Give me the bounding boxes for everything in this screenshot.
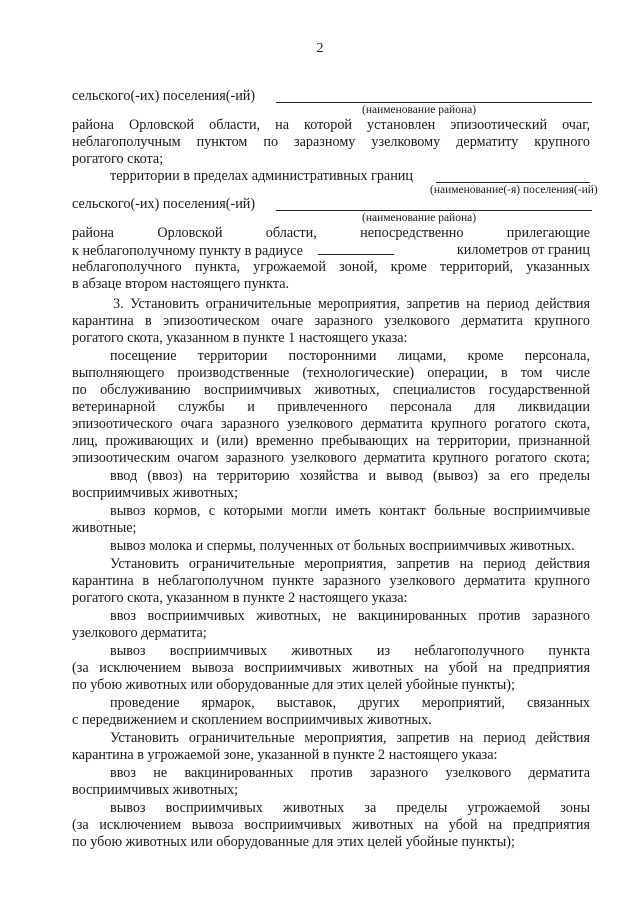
- text-line: узелкового дерматита;: [72, 625, 207, 641]
- text-line: карантина в неблагополучном пункте заразного узелкового дерматита крупного: [72, 573, 590, 589]
- text-line: восприимчивых животных;: [72, 782, 239, 798]
- text-line: по убою животных или оборудованные для этих целей убойные пункты);: [72, 834, 515, 850]
- text-line: вывоз восприимчивых животных из неблагополучного пункта: [110, 643, 590, 659]
- line-settlement-1: сельского(-их) поселения(-ий): [72, 88, 256, 104]
- radius-text-start: к неблагополучному пункту в радиусе: [72, 243, 303, 259]
- blank-field-district-2: [276, 198, 592, 211]
- text-line: вывоз кормов, с которыми могли иметь контакт больные восприимчивые: [110, 503, 590, 519]
- text-line: Установить ограничительные мероприятия, запретив на период действия: [110, 730, 590, 746]
- blank-field-settlement: [436, 170, 590, 183]
- text-line: карантина в эпизоотическом очаге заразного узелкового дерматита крупного: [72, 313, 590, 329]
- hint-district-2: (наименование района): [362, 212, 477, 224]
- blank-field-district-1: [276, 90, 592, 103]
- text-line: животные;: [72, 520, 137, 536]
- text-line: ввоз не вакцинированных против заразного узелкового дерматита: [110, 765, 590, 781]
- text-line: эпизоотическим очагом заразного узелкового дерматита крупного рогатого скота;: [72, 450, 590, 466]
- text-line: рогатого скота, указанном в пункте 1 настоящего указа:: [72, 330, 408, 346]
- hint-district-1: (наименование района): [362, 104, 477, 116]
- line-radius: [72, 242, 590, 259]
- text-line: по убою животных или оборудованные для этих целей убойные пункты);: [72, 677, 515, 693]
- text-line: неблагополучным пунктом по заразному узелковому дерматиту крупного: [72, 134, 590, 150]
- text-line: эпизоотического очага заразного узелкового дерматита крупного рогатого скота,: [72, 416, 590, 432]
- text-line: ввоз восприимчивых животных, не вакцинированных против заразного: [110, 608, 590, 624]
- text-line: восприимчивых животных;: [72, 485, 239, 501]
- text-line: выполняющего производственные (технологические) операции, в том числе: [72, 365, 590, 381]
- text-line: лиц, проживающих и (или) временно пребывающих на территории, признанной: [72, 433, 590, 449]
- page-number: 2: [316, 41, 324, 56]
- text-line: района Орловской области, на которой установлен эпизоотический очаг,: [72, 117, 590, 133]
- text-line: рогатого скота, указанном в пункте 2 настоящего указа:: [72, 590, 408, 606]
- text-line: вывоз восприимчивых животных за пределы угрожаемой зоны: [110, 800, 590, 816]
- clause-3-heading: 3. Установить ограничительные мероприятия, запретив на период действия: [113, 296, 590, 312]
- text-line: проведение ярмарок, выставок, других мероприятий, связанных: [110, 695, 590, 711]
- text-line: ввод (ввоз) на территорию хозяйства и вывод (вывоз) за его пределы: [110, 468, 590, 484]
- text-line: (за исключением вывоза восприимчивых животных на убой на предприятия: [72, 660, 590, 676]
- text-line: района Орловской области, непосредственно прилегающие: [72, 225, 590, 241]
- text-line: рогатого скота;: [72, 151, 164, 167]
- text-line: неблагополучного пункта, угрожаемой зоной, кроме территорий, указанных: [72, 259, 590, 275]
- text-line: в абзаце втором настоящего пункта.: [72, 276, 290, 292]
- text-line: посещение территории посторонними лицами, кроме персонала,: [110, 348, 590, 364]
- text-line: с передвижением и скоплением восприимчивых животных.: [72, 712, 432, 728]
- hint-settlement: (наименование(-я) поселения(-ий): [430, 184, 598, 196]
- text-line: Установить ограничительные мероприятия, запретив на период действия: [110, 556, 590, 572]
- text-line: карантина в угрожаемой зоне, указанной в пункте 2 настоящего указа:: [72, 747, 498, 763]
- text-line: по обслуживанию восприимчивых животных, специалистов государственной: [72, 382, 590, 398]
- text-line: ветеринарной службы и привлеченного персонала для ликвидации: [72, 399, 590, 415]
- radius-text-end: километров от границ: [456, 242, 590, 258]
- blank-field-radius: [318, 242, 394, 255]
- line-settlement-2: сельского(-их) поселения(-ий): [72, 196, 256, 212]
- text-line: вывоз молока и спермы, полученных от больных восприимчивых животных.: [110, 538, 575, 554]
- text-line: (за исключением вывоза восприимчивых животных на убой на предприятия: [72, 817, 590, 833]
- line-territory: территории в пределах административных границ: [110, 168, 413, 184]
